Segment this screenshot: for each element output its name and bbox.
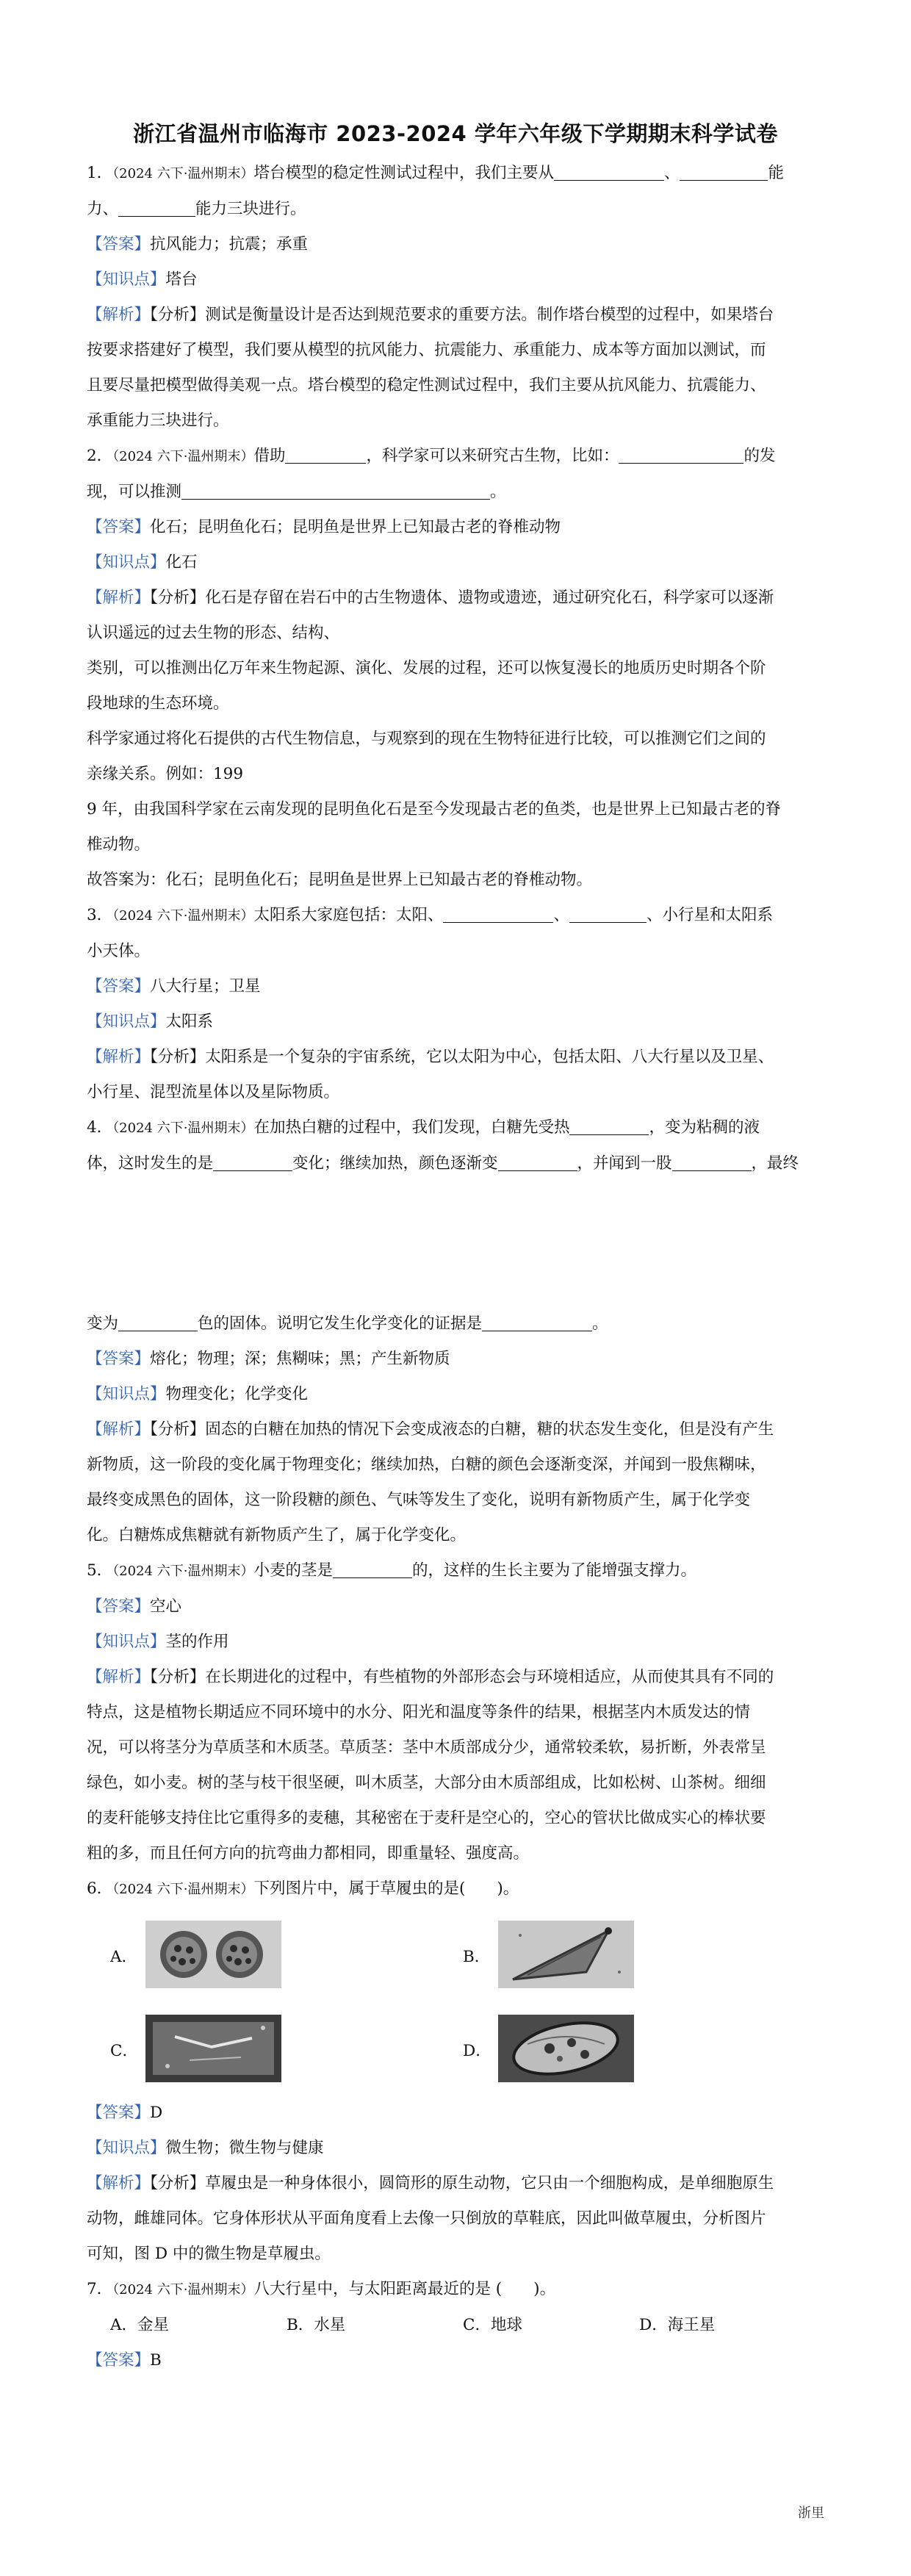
analysis-tag: 【解析】	[87, 2174, 151, 2192]
answer-tag: 【答案】	[87, 2351, 151, 2370]
answer-blank	[619, 444, 743, 464]
answer-blank	[333, 1558, 412, 1578]
answer-line	[87, 510, 829, 545]
analysis-line	[87, 1660, 829, 1695]
knowledge-text: 太阳系	[165, 1012, 214, 1031]
answer-tag: 【答案】	[87, 1597, 151, 1616]
answer-blank	[285, 444, 366, 464]
answer-blank	[672, 1151, 752, 1171]
analysis-line: 况，可以将茎分为草质茎和木质茎。草质茎：茎中木质部成分少，通常较柔软，易折断，外表常呈	[87, 1738, 766, 1757]
answer-tag: 【答案】	[87, 235, 151, 253]
analysis-line: 段地球的生态环境。	[87, 694, 229, 713]
knowledge-line	[87, 1004, 829, 1040]
question-4-line-2	[87, 1146, 829, 1181]
choice-a[interactable]: A．金星	[110, 2316, 170, 2334]
question-text: 现，可以推测	[87, 483, 182, 501]
knowledge-tag: 【知识点】	[87, 270, 166, 289]
micrograph-c[interactable]	[145, 2015, 281, 2082]
answer-text: 八大行星；卫星	[150, 977, 261, 996]
blank-space	[87, 1181, 829, 1306]
question-7-line-1	[87, 2272, 829, 2308]
question-1-line-1	[87, 156, 829, 192]
knowledge-tag: 【知识点】	[87, 2139, 166, 2157]
question-number: 3．	[87, 906, 113, 924]
micrograph-d[interactable]	[498, 2015, 634, 2082]
question-1-line-2	[87, 192, 829, 227]
analysis-line: 化。白糖炼成焦糖就有新物质产生了，属于化学变化。	[87, 1526, 467, 1544]
question-source: （2024 六下·温州期末）	[112, 1564, 254, 1579]
choice-row	[87, 2308, 829, 2343]
question-text: 下列图片中，属于草履虫的是( )。	[253, 1879, 519, 1898]
option-label-c: C．	[110, 2042, 138, 2060]
micrograph-d-image	[498, 2015, 634, 2082]
page-title: 浙江省温州市临海市 2023-2024 学年六年级下学期期末科学试卷	[133, 121, 778, 146]
analysis-line: 故答案为：化石；昆明鱼化石；昆明鱼是世界上已知最古老的脊椎动物。	[87, 871, 593, 889]
analysis-line	[87, 2166, 829, 2201]
option-label-d: D．	[463, 2042, 491, 2060]
question-2-line-1	[87, 439, 829, 475]
answer-tag: 【答案】	[87, 977, 151, 996]
question-text: 八大行星中，与太阳距离最近的是 ( )。	[253, 2280, 556, 2298]
knowledge-text: 微生物；微生物与健康	[165, 2139, 324, 2157]
question-text: ，最终	[751, 1154, 799, 1173]
answer-text: 熔化；物理；深；焦糊味；黑；产生新物质	[150, 1350, 450, 1368]
analysis-line: 小行星、混型流星体以及星际物质。	[87, 1083, 340, 1101]
analysis-tag: 【解析】	[87, 1668, 151, 1686]
answer-text: B	[150, 2351, 162, 2370]
analysis-tag: 【解析】	[87, 1420, 151, 1439]
question-number: 6．	[87, 1879, 113, 1898]
micrograph-a-image	[145, 1921, 281, 1988]
answer-line	[87, 2343, 829, 2378]
analysis-line: 新物质，这一阶段的变化属于物理变化；继续加热，白糖的颜色会逐渐变深，并闻到一股焦糊味，	[87, 1456, 766, 1474]
question-4-line-3	[87, 1306, 829, 1342]
question-text: 在加热白糖的过程中，我们发现，白糖先受热	[253, 1118, 570, 1137]
answer-line	[87, 969, 829, 1004]
question-number: 1．	[87, 164, 113, 182]
answer-text: D	[150, 2104, 163, 2122]
fenxi-tag: 【分析】	[150, 1048, 206, 1066]
question-3-line-1	[87, 898, 829, 934]
analysis-line: 可知，图 D 中的微生物是草履虫。	[87, 2245, 331, 2263]
question-number: 5．	[87, 1561, 113, 1580]
question-text: 、小行星和太阳系	[646, 906, 773, 924]
question-source: （2024 六下·温州期末）	[112, 2282, 254, 2298]
question-source: （2024 六下·温州期末）	[112, 1120, 254, 1136]
micrograph-a[interactable]	[145, 1921, 281, 1988]
micrograph-b[interactable]	[498, 1921, 634, 1988]
micrograph-b-image	[498, 1921, 634, 1988]
fenxi-tag: 【分析】	[150, 306, 206, 324]
knowledge-tag: 【知识点】	[87, 1012, 166, 1031]
answer-blank	[498, 1151, 577, 1171]
answer-text: 化石；昆明鱼化石；昆明鱼是世界上已知最古老的脊椎动物	[150, 518, 561, 536]
question-text: 的发	[743, 447, 776, 465]
question-text: 、	[663, 164, 680, 182]
answer-blank	[569, 1115, 649, 1135]
question-text: 变为	[87, 1314, 119, 1333]
choice-c[interactable]: C．地球	[463, 2316, 522, 2334]
question-text: 力、	[87, 200, 119, 218]
analysis-tag: 【解析】	[87, 1048, 151, 1066]
analysis-line: 类别，可以推测出亿万年来生物起源、演化、发展的过程，还可以恢复漫长的地质历史时期各个阶	[87, 659, 766, 677]
document-body	[87, 156, 829, 2378]
knowledge-line	[87, 545, 829, 580]
analysis-line: 科学家通过将化石提供的古代生物信息，与观察到的现在生物特征进行比较，可以推测它们之间的	[87, 730, 766, 748]
knowledge-tag: 【知识点】	[87, 1633, 166, 1651]
knowledge-tag: 【知识点】	[87, 1385, 166, 1403]
answer-tag: 【答案】	[87, 2104, 151, 2122]
knowledge-text: 茎的作用	[165, 1633, 229, 1651]
answer-line	[87, 1589, 829, 1625]
question-2-line-2	[87, 475, 829, 510]
analysis-line	[87, 580, 829, 616]
question-6-line-1	[87, 1871, 829, 1907]
question-text: 变化；继续加热，颜色逐渐变	[292, 1154, 498, 1173]
analysis-text: 草履虫是一种身体很小，圆筒形的原生动物，它只由一个细胞构成，是单细胞原生	[205, 2174, 774, 2192]
question-text: 。	[490, 483, 506, 501]
option-label-b: B．	[463, 1948, 491, 1966]
analysis-line: 亲缘关系。例如：199	[87, 765, 244, 783]
answer-blank	[118, 1312, 198, 1331]
question-text: ，科学家可以来研究古生物，比如：	[366, 447, 619, 465]
analysis-line: 按要求搭建好了模型，我们要从模型的抗风能力、抗震能力、承重能力、成本等方面加以测试，而	[87, 341, 766, 359]
analysis-tag: 【解析】	[87, 306, 151, 324]
knowledge-text: 塔台	[165, 270, 198, 289]
question-number: 7．	[87, 2280, 113, 2298]
option-image-row	[87, 1915, 829, 2001]
answer-blank	[680, 161, 768, 181]
analysis-line: 椎动物。	[87, 835, 151, 854]
answer-tag: 【答案】	[87, 518, 151, 536]
page-footer: 浙里	[798, 2505, 824, 2521]
analysis-line: 特点，这是植物长期适应不同环境中的水分、阳光和温度等条件的结果，根据茎内木质发达的情	[87, 1703, 751, 1721]
answer-blank	[181, 480, 490, 500]
choice-b[interactable]: B．水星	[287, 2316, 346, 2334]
analysis-text: 测试是衡量设计是否达到规范要求的重要方法。制作塔台模型的过程中，如果塔台	[205, 306, 774, 324]
knowledge-text: 物理变化；化学变化	[165, 1385, 309, 1403]
analysis-line: 承重能力三块进行。	[87, 411, 229, 430]
answer-blank	[569, 903, 647, 923]
fenxi-tag: 【分析】	[150, 589, 206, 607]
option-image-row	[87, 2009, 829, 2095]
knowledge-text: 化石	[165, 553, 198, 572]
choice-d[interactable]: D．海王星	[639, 2316, 716, 2334]
question-text: 能力三块进行。	[195, 200, 306, 218]
fenxi-tag: 【分析】	[150, 2174, 206, 2192]
fenxi-tag: 【分析】	[150, 1420, 206, 1439]
answer-blank	[482, 1312, 592, 1331]
answer-blank	[118, 197, 195, 217]
answer-line	[87, 227, 829, 262]
analysis-line: 绿色，如小麦。树的茎与枝干很坚硬，叫木质茎，大部分由木质部组成，比如松树、山茶树。细细	[87, 1774, 766, 1792]
answer-blank	[213, 1151, 292, 1171]
analysis-line	[87, 1412, 829, 1447]
question-number: 4．	[87, 1118, 113, 1137]
question-text: ，并闻到一股	[577, 1154, 672, 1173]
micrograph-c-image	[145, 2015, 281, 2082]
question-text: 塔台模型的稳定性测试过程中，我们主要从	[253, 164, 554, 182]
analysis-text: 在长期进化的过程中，有些植物的外部形态会与环境相适应，从而使其具有不同的	[205, 1668, 774, 1686]
question-text: 的，这样的生长主要为了能增强支撑力。	[411, 1561, 696, 1580]
answer-blank	[443, 903, 553, 923]
question-source: （2024 六下·温州期末）	[112, 1882, 254, 1897]
answer-tag: 【答案】	[87, 1350, 151, 1368]
answer-line	[87, 2095, 829, 2131]
option-label-a: A．	[110, 1948, 138, 1966]
answer-text: 抗风能力；抗震；承重	[150, 235, 309, 253]
analysis-line: 的麦秆能够支持住比它重得多的麦穗，其秘密在于麦秆是空心的，空心的管状比做成实心的棒状要	[87, 1809, 766, 1827]
knowledge-line	[87, 1377, 829, 1412]
question-text: 太阳系大家庭包括：太阳、	[253, 906, 444, 924]
question-text: 小麦的茎是	[253, 1561, 333, 1580]
question-text: 能	[768, 164, 784, 182]
analysis-text: 固态的白糖在加热的情况下会变成液态的白糖，糖的状态发生变化，但是没有产生	[205, 1420, 774, 1439]
question-5-line-1	[87, 1553, 829, 1589]
analysis-line: 且要尽量把模型做得美观一点。塔台模型的稳定性测试过程中，我们主要从抗风能力、抗震能力、	[87, 376, 766, 395]
question-text: 、	[553, 906, 569, 924]
analysis-line	[87, 298, 829, 333]
analysis-text: 太阳系是一个复杂的宇宙系统，它以太阳为中心，包括太阳、八大行星以及卫星、	[205, 1048, 774, 1066]
analysis-line: 粗的多，而且任何方向的抗弯曲力都相同，即重量轻、强度高。	[87, 1844, 530, 1863]
analysis-tag: 【解析】	[87, 589, 151, 607]
fenxi-tag: 【分析】	[150, 1668, 206, 1686]
analysis-line: 9 年，由我国科学家在云南发现的昆明鱼化石是至今发现最古老的鱼类，也是世界上已知最古老的脊	[87, 800, 782, 819]
analysis-line: 最终变成黑色的固体，这一阶段糖的颜色、气味等发生了变化，说明有新物质产生，属于化学变	[87, 1491, 751, 1509]
analysis-text: 化石是存留在岩石中的古生物遗体、遗物或遗迹，通过研究化石，科学家可以逐渐	[205, 589, 774, 607]
question-text: ，变为粘稠的液	[649, 1118, 760, 1137]
question-source: （2024 六下·温州期末）	[112, 449, 254, 464]
question-text: 。	[592, 1314, 608, 1333]
analysis-line: 认识遥远的过去生物的形态、结构、	[87, 624, 340, 642]
question-text: 色的固体。说明它发生化学变化的证据是	[198, 1314, 483, 1333]
answer-line	[87, 1342, 829, 1377]
question-3-line-2: 小天体。	[87, 942, 151, 960]
knowledge-line	[87, 1625, 829, 1660]
question-number: 2．	[87, 447, 113, 465]
analysis-line	[87, 1040, 829, 1075]
question-text: 借助	[253, 447, 286, 465]
question-4-line-1	[87, 1110, 829, 1146]
knowledge-line	[87, 2131, 829, 2166]
answer-text: 空心	[150, 1597, 182, 1616]
knowledge-line	[87, 262, 829, 298]
question-text: 体，这时发生的是	[87, 1154, 214, 1173]
analysis-line: 动物，雌雄同体。它身体形状从平面角度看上去像一只倒放的草鞋底，因此叫做草履虫，分析图片	[87, 2209, 766, 2228]
question-source: （2024 六下·温州期末）	[112, 908, 254, 924]
knowledge-tag: 【知识点】	[87, 553, 166, 572]
question-source: （2024 六下·温州期末）	[112, 166, 254, 181]
answer-blank	[554, 161, 664, 181]
